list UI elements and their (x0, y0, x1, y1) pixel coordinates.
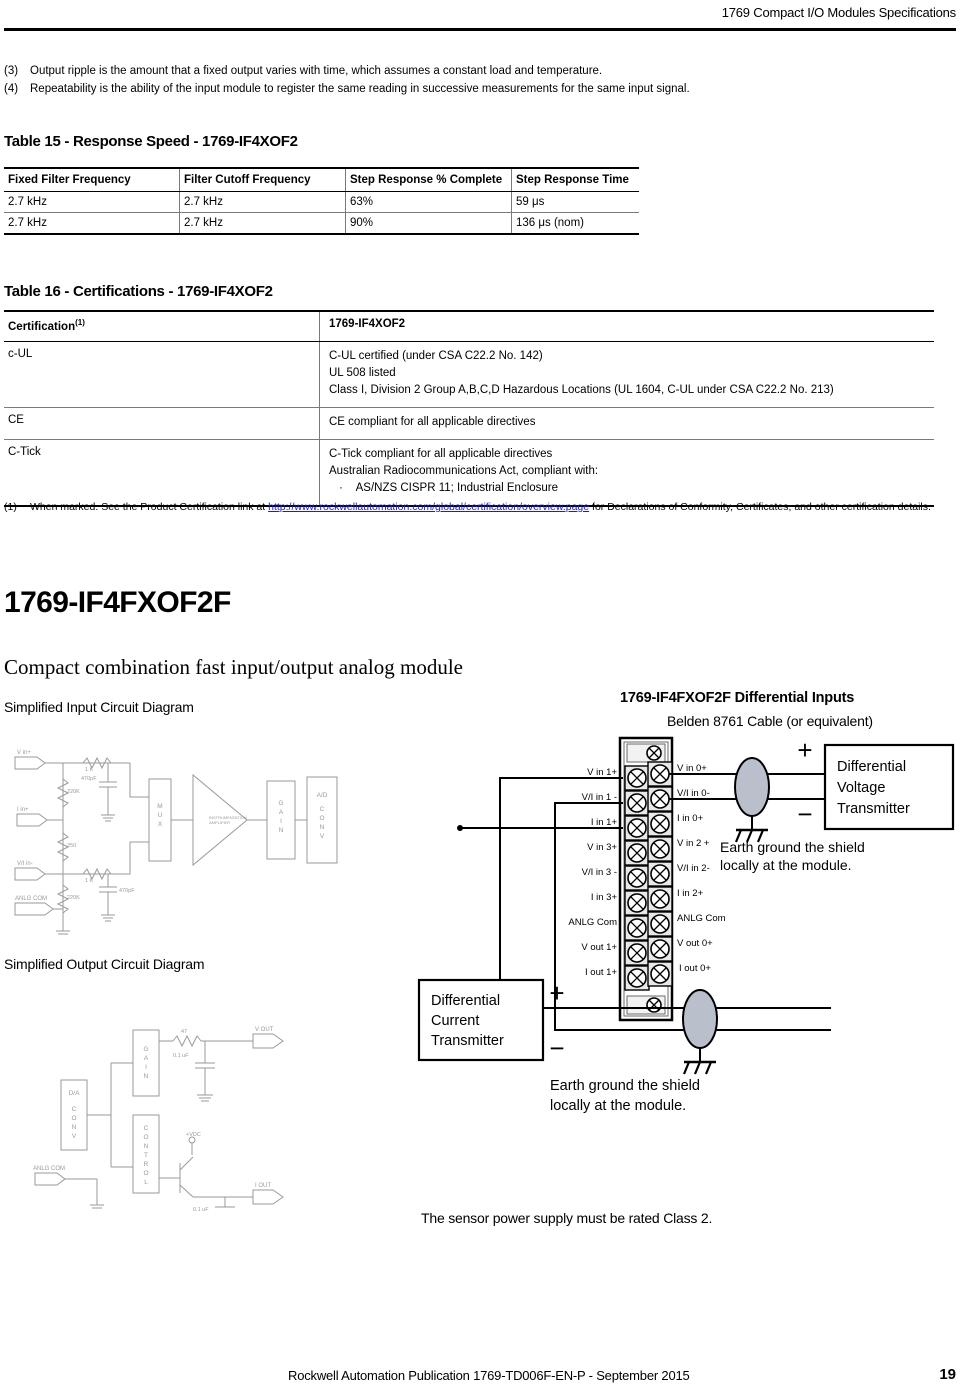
table-row (4, 341, 934, 407)
table-15-r1-c0: 2.7 kHz (4, 213, 180, 235)
table-15-col-step-response-percent: Step Response % Complete (346, 168, 512, 192)
table-16-col-certification-footnote-marker: (1) (75, 318, 85, 327)
left-terminal-label: V/I in 1 - (581, 792, 617, 803)
svg-text:N: N (143, 1143, 149, 1150)
svg-text:O: O (71, 1115, 77, 1122)
output-gain-block-label: G (143, 1046, 149, 1053)
footnote-4-text: Repeatability is the ability of the input module to register the same reading in successive measurements for the same input signal. (30, 83, 690, 95)
differential-inputs-wiring-diagram (405, 730, 960, 1150)
table-16-r1-cert: CE (4, 407, 320, 439)
table-16-r2-cert: C-Tick (4, 439, 320, 506)
current-transmitter-line: Current (431, 1013, 480, 1029)
table-row (4, 439, 934, 506)
cap-470pf-top-label: 470pF (81, 776, 97, 782)
input-terminal-vin-label: V in+ (17, 750, 31, 756)
terminal-screw-right (648, 812, 672, 836)
table-16-certifications (4, 310, 934, 507)
table-16-r0-detail (320, 341, 935, 407)
table-15-r0-c1: 2.7 kHz (180, 192, 346, 213)
ground-note-top-line: Earth ground the shield (720, 839, 865, 855)
table-16-col-certification (4, 311, 320, 341)
ground-note-bottom-line: Earth ground the shield (550, 1078, 700, 1094)
output-terminal-iout-label: I OUT (255, 1183, 271, 1189)
svg-text:O: O (319, 815, 325, 822)
detail-bullet: · AS/NZS CISPR 11; Industrial Enclosure (339, 481, 559, 494)
polarity-minus-top: − (797, 799, 813, 829)
table-15-r0-c2: 63% (346, 192, 512, 213)
right-terminal-label: V in 0+ (677, 763, 707, 774)
svg-text:A: A (278, 809, 284, 816)
svg-text:V: V (319, 833, 325, 840)
svg-text:R: R (143, 1161, 149, 1168)
terminal-screw-left (625, 866, 649, 890)
table-15-col-fixed-filter-frequency: Fixed Filter Frequency (4, 168, 180, 192)
right-terminal-label: V out 0+ (677, 938, 713, 949)
sensor-power-supply-note: The sensor power supply must be rated Class 2. (421, 1210, 713, 1226)
terminal-screw-left (625, 766, 649, 790)
table-16-footnote (4, 500, 956, 515)
current-transmitter-line: Differential (431, 993, 501, 1009)
svg-text:U: U (157, 812, 163, 819)
terminal-screw-right (648, 862, 672, 886)
svg-text:A: A (143, 1055, 149, 1062)
terminal-screw-left (625, 791, 649, 815)
right-terminal-labels (677, 763, 726, 974)
left-terminal-label: I out 1+ (585, 967, 617, 978)
table-15-response-speed (4, 167, 639, 235)
right-terminal-label: V/I in 0- (677, 788, 710, 799)
table-16-footnote-text (30, 500, 931, 515)
terminal-screw-left (625, 916, 649, 940)
polarity-plus-bottom: + (549, 978, 565, 1008)
terminal-column-left (625, 766, 649, 990)
resistor-1k-top-label: 1 K (85, 767, 94, 773)
resistor-220k-top-label: 220K (67, 789, 80, 795)
ground-note-bottom-line: locally at the module. (550, 1098, 687, 1114)
detail-line: Class I, Division 2 Group A,B,C,D Hazardous Locations (UL 1604, C-UL under CSA C22.2 No. 213) (329, 383, 834, 396)
resistor-1k-bottom-label: 1 K (85, 878, 94, 884)
detail-line: C-Tick compliant for all applicable directives (329, 447, 553, 460)
page-header-title: 1769 Compact I/O Modules Specifications (721, 5, 956, 20)
footnote-4-number: (4) (4, 83, 19, 95)
footer-publication: Rockwell Automation Publication 1769-TD006F-EN-P - September 2015 (288, 1368, 690, 1383)
top-footnotes (4, 62, 904, 98)
table-16-r2-detail (320, 439, 935, 506)
voltage-transmitter-line: Transmitter (837, 801, 910, 817)
resistor-250-label: 250 (67, 843, 77, 849)
wiring-diagram-title: 1769-IF4FXOF2F Differential Inputs (620, 690, 855, 706)
table-16-footnote-number: (1) (4, 501, 17, 513)
wiring-cable-note: Belden 8761 Cable (or equivalent) (667, 713, 873, 729)
gain-block-label: G (278, 800, 284, 807)
input-circuit-diagram-label: Simplified Input Circuit Diagram (4, 699, 194, 715)
left-terminal-labels (568, 767, 617, 978)
section-subtitle: Compact combination fast input/output analog module (4, 655, 464, 679)
daconv-block-label: D/A (68, 1090, 80, 1097)
right-terminal-label: I out 0+ (679, 963, 711, 974)
table-15-r1-c2: 90% (346, 213, 512, 235)
svg-text:C: C (319, 806, 325, 813)
detail-line: CE compliant for all applicable directives (329, 415, 536, 428)
adconv-block-label: A/D (316, 792, 328, 799)
terminal-screw-right (648, 962, 672, 986)
footnote-4 (4, 80, 904, 98)
cable-shield-bottom (683, 990, 717, 1074)
left-terminal-label: V/I in 3 - (581, 867, 617, 878)
instrumentation-amplifier-label: INSTRUMENTATION (209, 815, 247, 820)
left-terminal-label: V in 1+ (587, 767, 617, 778)
svg-text:N: N (143, 1073, 149, 1080)
right-terminal-label: V in 2 + (677, 838, 710, 849)
right-terminal-label: I in 0+ (677, 813, 704, 824)
footnote-3 (4, 62, 904, 80)
table-row (4, 192, 639, 213)
table-15-caption: Table 15 - Response Speed - 1769-IF4XOF2 (4, 133, 298, 150)
detail-bullet-text: AS/NZS CISPR 11; Industrial Enclosure (355, 481, 559, 494)
terminal-screw-right (648, 762, 672, 786)
cap-01uf-vout-label: 0.1 uF (173, 1053, 189, 1059)
simplified-output-circuit-diagram (5, 985, 350, 1215)
table-15-r0-c0: 2.7 kHz (4, 192, 180, 213)
current-transmitter-line: Transmitter (431, 1033, 504, 1049)
footnote-3-number: (3) (4, 65, 19, 77)
table-row (4, 213, 639, 235)
ground-note-top-line: locally at the module. (720, 857, 852, 873)
detail-line: UL 508 listed (329, 366, 396, 379)
svg-text:N: N (319, 824, 325, 831)
output-terminal-anlgcom-label: ANLG COM (33, 1166, 66, 1172)
svg-text:C: C (71, 1106, 77, 1113)
resistor-220k-bottom-label: 220K (67, 895, 80, 901)
right-terminal-label: I in 2+ (677, 888, 704, 899)
left-terminal-label: I in 1+ (590, 817, 617, 828)
terminal-column-right (648, 762, 672, 986)
footer-page-number: 19 (939, 1366, 956, 1383)
table-15-header-row (4, 168, 639, 192)
output-terminal-vout-label: V OUT (255, 1027, 274, 1033)
terminal-screw-left (625, 841, 649, 865)
resistor-47-label: 47 (181, 1029, 188, 1035)
terminal-screw-right (648, 837, 672, 861)
voltage-transmitter-line: Voltage (837, 780, 886, 796)
svg-text:V: V (71, 1133, 77, 1140)
section-title: 1769-IF4FXOF2F (4, 586, 231, 619)
left-terminal-label: I in 3+ (590, 892, 617, 903)
terminal-screw-right (648, 887, 672, 911)
left-terminal-label: ANLG Com (568, 917, 617, 928)
terminal-screw-right (648, 912, 672, 936)
terminal-screw-right (648, 787, 672, 811)
cable-shield-top (735, 758, 769, 842)
control-block-label: C (143, 1125, 149, 1132)
terminal-screw-right (648, 937, 672, 961)
svg-text:X: X (157, 821, 163, 828)
detail-line: C-UL certified (under CSA C22.2 No. 142) (329, 349, 543, 362)
terminal-screw-left (625, 816, 649, 840)
table-16-header-row (4, 311, 934, 341)
table-15-col-filter-cutoff-frequency: Filter Cutoff Frequency (180, 168, 346, 192)
footnote-3-text: Output ripple is the amount that a fixed output varies with time, which assumes a constant load and temperature. (30, 65, 603, 77)
svg-text:I: I (145, 1064, 147, 1071)
table-15-r1-c1: 2.7 kHz (180, 213, 346, 235)
terminal-screw-left (625, 966, 649, 990)
cap-01uf-iout-label: 0.1 uF (193, 1207, 209, 1213)
input-terminal-viin-label: V/I in- (17, 861, 33, 867)
input-terminal-anlgcom-label: ANLG COM (15, 896, 48, 902)
table-16-col-certification-text: Certification (8, 320, 76, 333)
table-16-col-module: 1769-IF4XOF2 (320, 311, 935, 341)
polarity-minus-bottom: − (549, 1033, 565, 1063)
mux-block-label: M (157, 803, 163, 810)
footnote-after-text: for Declarations of Conformity, Certificates, and other certification details. (589, 501, 931, 513)
polarity-plus-top: + (797, 735, 813, 765)
vdc-supply-label: +VDC (186, 1132, 201, 1138)
left-terminal-label: V out 1+ (581, 942, 617, 953)
input-terminal-iin-label: I in+ (17, 807, 29, 813)
svg-text:N: N (278, 827, 284, 834)
left-terminal-label: V in 3+ (587, 842, 617, 853)
table-15-r1-c3: 136 μs (nom) (512, 213, 640, 235)
product-certification-link[interactable]: http://www.rockwellautomation.com/global/certification/overview.page (268, 501, 590, 513)
svg-text:O: O (143, 1170, 149, 1177)
table-15-r0-c3: 59 μs (512, 192, 640, 213)
differential-voltage-transmitter (825, 745, 953, 829)
table-16-r1-detail (320, 407, 935, 439)
svg-text:I: I (280, 818, 282, 825)
table-16-caption: Table 16 - Certifications - 1769-IF4XOF2 (4, 283, 273, 300)
svg-text:O: O (143, 1134, 149, 1141)
svg-text:L: L (144, 1179, 148, 1186)
right-terminal-label: ANLG Com (677, 913, 726, 924)
svg-text:N: N (71, 1124, 77, 1131)
terminal-screw-left (625, 891, 649, 915)
cap-470pf-bottom-label: 470pF (119, 888, 135, 894)
footnote-before-text: When marked. See the Product Certification link at (30, 501, 269, 513)
simplified-input-circuit-diagram (5, 735, 350, 935)
terminal-screw-left (625, 941, 649, 965)
header-rule (4, 28, 956, 31)
right-terminal-label: V/I in 2- (677, 863, 710, 874)
table-row (4, 407, 934, 439)
svg-text:AMPLIFIER: AMPLIFIER (209, 820, 231, 825)
table-15-col-step-response-time: Step Response Time (512, 168, 640, 192)
svg-text:T: T (144, 1152, 148, 1159)
table-16-r0-cert: c-UL (4, 341, 320, 407)
voltage-transmitter-line: Differential (837, 759, 907, 775)
output-circuit-diagram-label: Simplified Output Circuit Diagram (4, 956, 205, 972)
differential-current-transmitter (419, 980, 543, 1060)
detail-line: Australian Radiocommunications Act, compliant with: (329, 464, 599, 477)
